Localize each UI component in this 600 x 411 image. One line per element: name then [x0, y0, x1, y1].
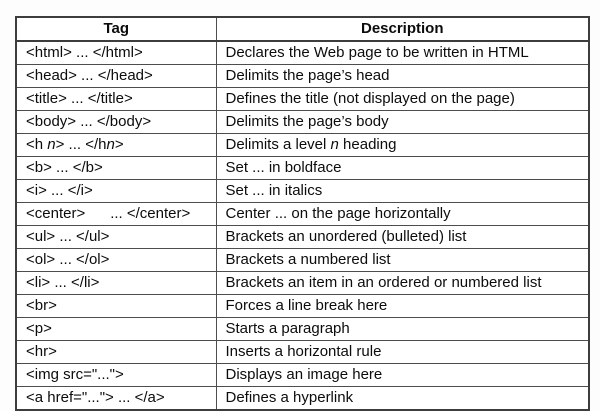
- tag-cell: <a href="..."> ... </a>: [16, 387, 216, 411]
- description-cell: Starts a paragraph: [216, 318, 589, 341]
- description-cell: Brackets an item in an ordered or numbered list: [216, 272, 589, 295]
- table-row: [16, 226, 589, 249]
- tag-cell: <li> ... </li>: [16, 272, 216, 295]
- table-row: [16, 88, 589, 111]
- table-row: [16, 318, 589, 341]
- table-row: [16, 341, 589, 364]
- html-tags-table: [15, 16, 590, 411]
- tag-cell: <br>: [16, 295, 216, 318]
- table-row: [16, 134, 589, 157]
- tag-cell: <img src="...">: [16, 364, 216, 387]
- tag-cell: <ol> ... </ol>: [16, 249, 216, 272]
- table-row: [16, 41, 589, 65]
- description-cell: Delimits a level n heading: [216, 134, 589, 157]
- tag-cell: <ul> ... </ul>: [16, 226, 216, 249]
- tag-cell: <title> ... </title>: [16, 88, 216, 111]
- description-cell: Set ... in italics: [216, 180, 589, 203]
- table-row: [16, 65, 589, 88]
- description-cell: Brackets a numbered list: [216, 249, 589, 272]
- tag-column-header: Tag: [16, 17, 216, 41]
- tag-cell: <html> ... </html>: [16, 41, 216, 65]
- tag-cell: <p>: [16, 318, 216, 341]
- table-row: [16, 180, 589, 203]
- table-row: [16, 157, 589, 180]
- table-row: [16, 203, 589, 226]
- description-column-header: Description: [216, 17, 589, 41]
- tag-cell: <body> ... </body>: [16, 111, 216, 134]
- description-cell: Forces a line break here: [216, 295, 589, 318]
- table-row: [16, 364, 589, 387]
- tag-cell: <b> ... </b>: [16, 157, 216, 180]
- tag-cell: <hr>: [16, 341, 216, 364]
- tag-cell: <h n> ... </hn>: [16, 134, 216, 157]
- tag-cell: <i> ... </i>: [16, 180, 216, 203]
- table-row: [16, 272, 589, 295]
- table-row: [16, 111, 589, 134]
- description-cell: Brackets an unordered (bulleted) list: [216, 226, 589, 249]
- tag-cell: <head> ... </head>: [16, 65, 216, 88]
- table-row: [16, 249, 589, 272]
- table-body: [16, 41, 589, 410]
- tag-cell: <center> ... </center>: [16, 203, 216, 226]
- description-cell: Set ... in boldface: [216, 157, 589, 180]
- description-cell: Delimits the page’s body: [216, 111, 589, 134]
- description-cell: Declares the Web page to be written in HTML: [216, 41, 589, 65]
- table-row: [16, 295, 589, 318]
- description-cell: Defines the title (not displayed on the page): [216, 88, 589, 111]
- table-header-row: [16, 17, 589, 41]
- description-cell: Center ... on the page horizontally: [216, 203, 589, 226]
- description-cell: Displays an image here: [216, 364, 589, 387]
- description-cell: Defines a hyperlink: [216, 387, 589, 411]
- html-tags-figure: [15, 16, 590, 411]
- description-cell: Delimits the page’s head: [216, 65, 589, 88]
- table-row: [16, 387, 589, 411]
- description-cell: Inserts a horizontal rule: [216, 341, 589, 364]
